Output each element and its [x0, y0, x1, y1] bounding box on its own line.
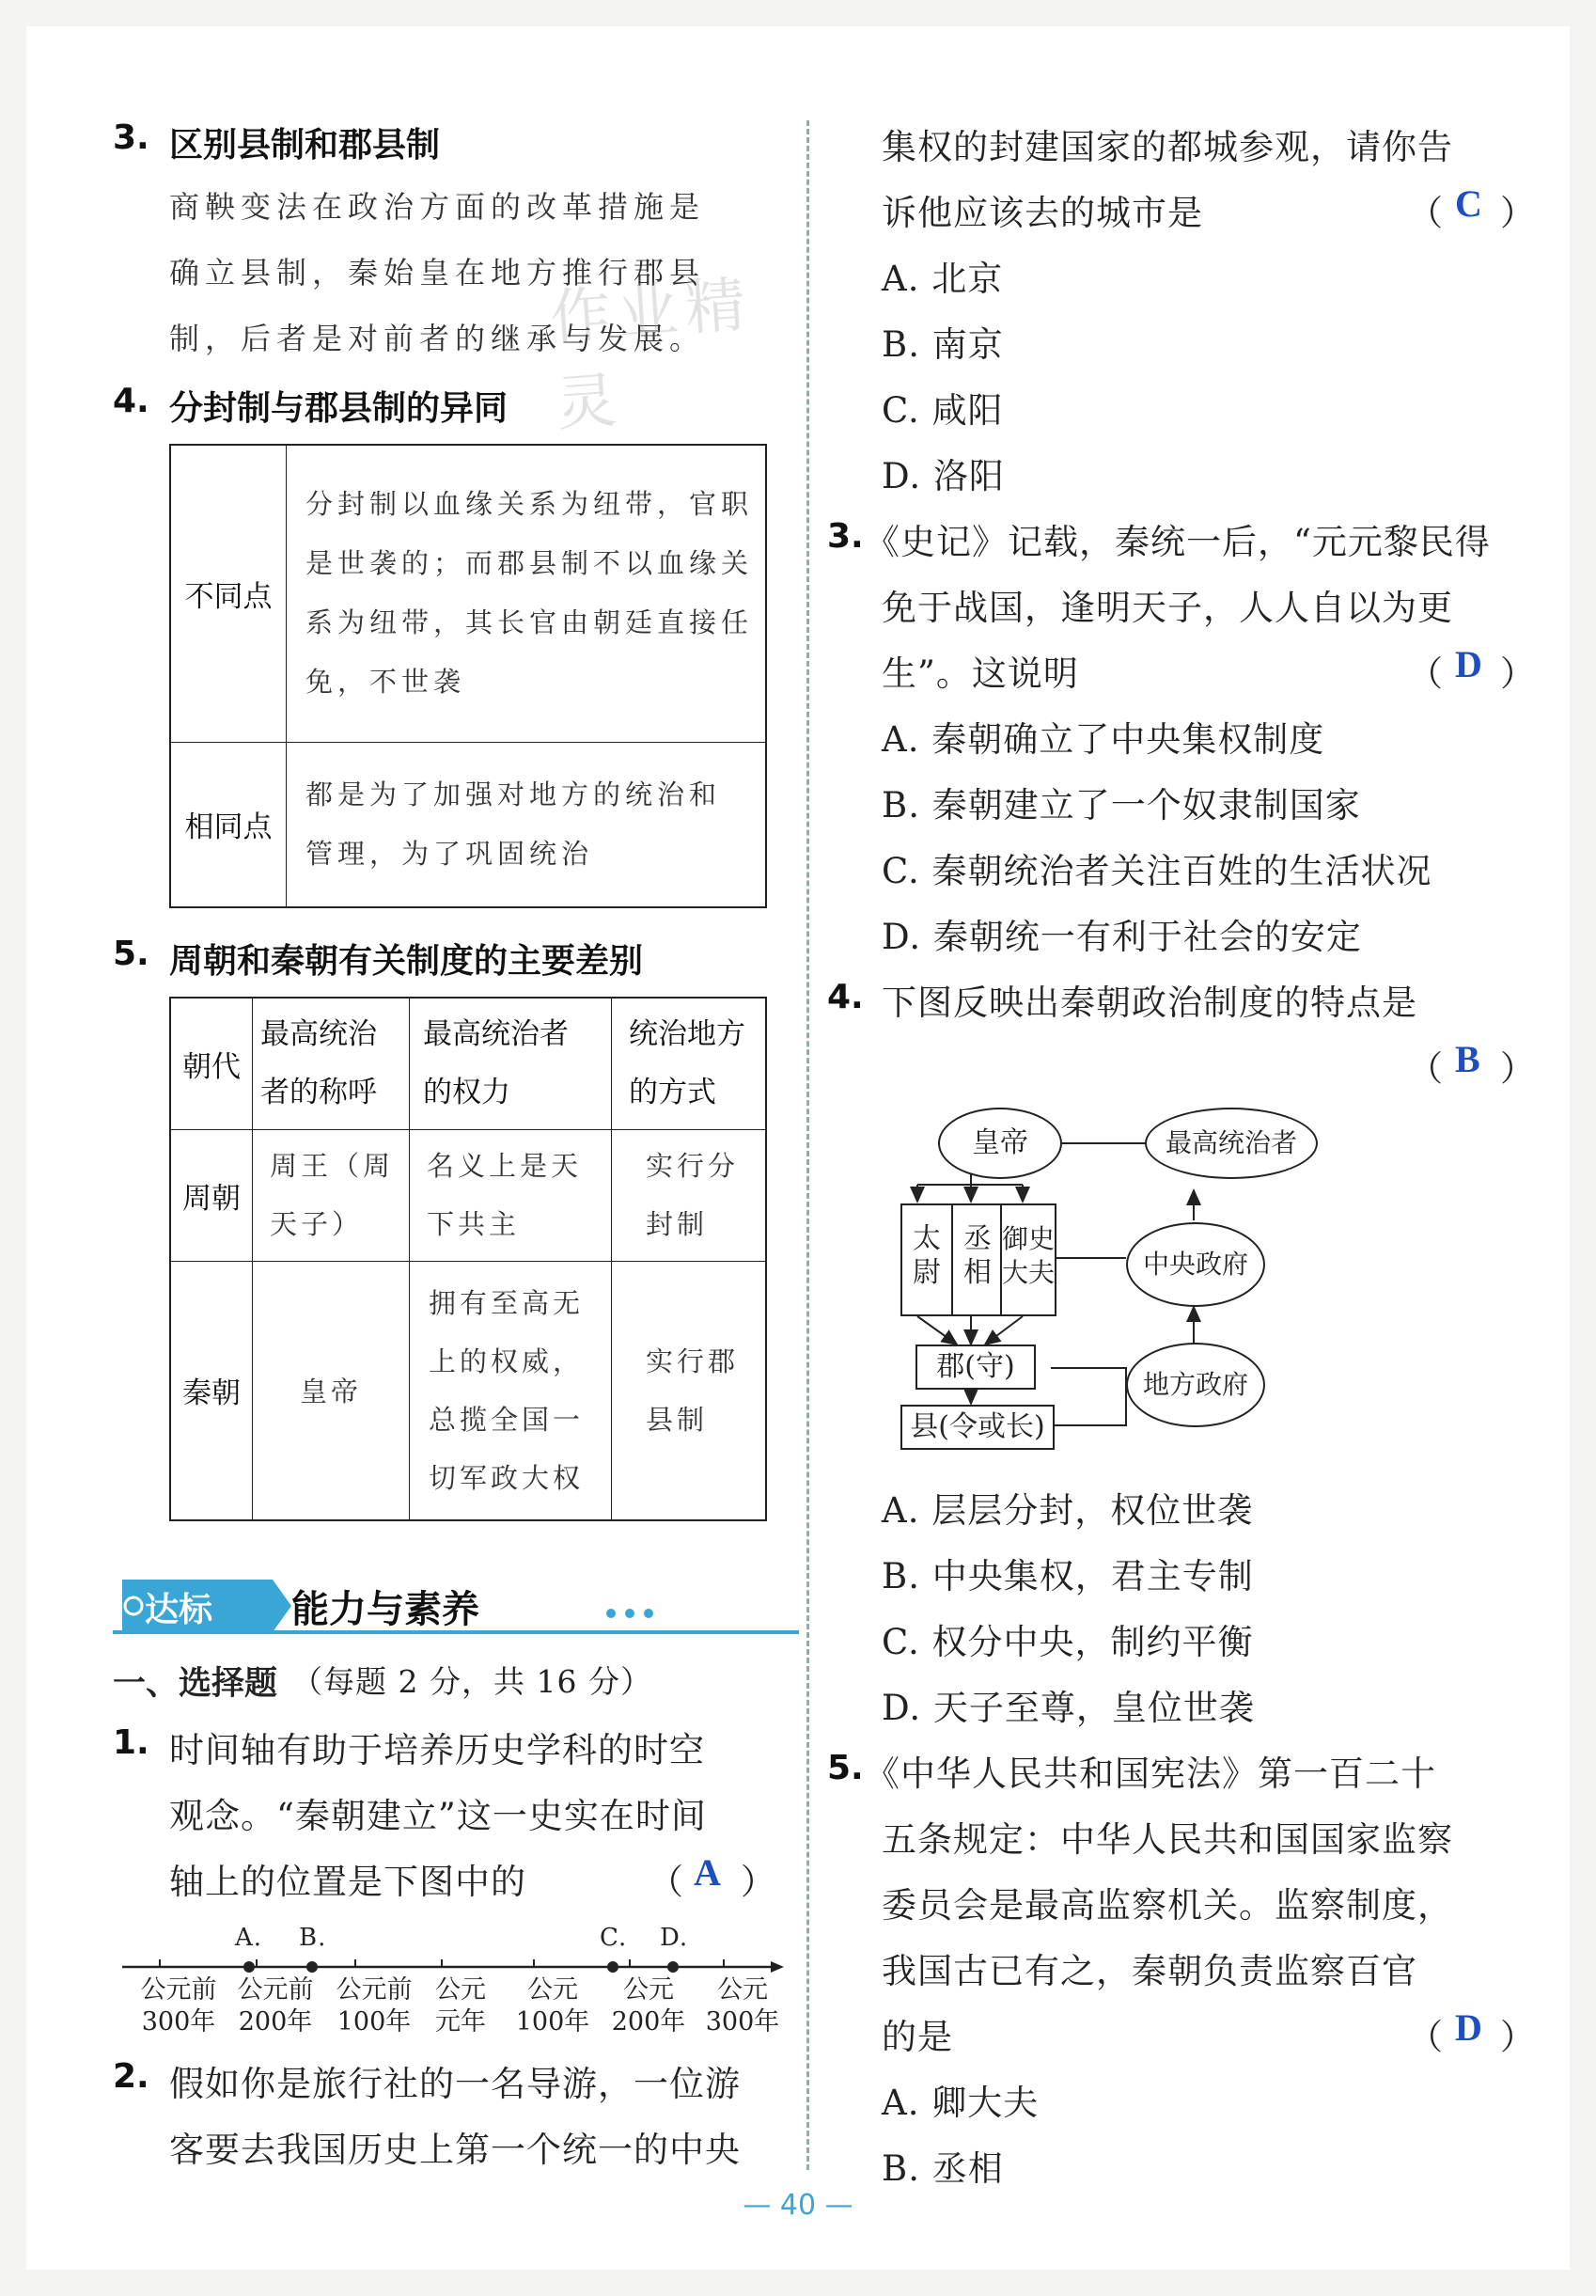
taiwei-to-jun [917, 1316, 957, 1345]
chengxiang-node [951, 1203, 1004, 1316]
s4-number: 4. [113, 382, 149, 420]
q3-line-2: 免于战国，逢明天子，人人自以为更 [882, 588, 1453, 628]
t2-h1 [253, 998, 410, 1129]
same-line-2: 管理，为了巩固统治 [305, 837, 594, 870]
q4-option-a[interactable]: A. 层层分封，权位世袭 [882, 1490, 1254, 1531]
t2-h3-l1: 统治地方 [629, 1017, 745, 1052]
q2-line-2: 客要去我国历史上第一个统一的中央 [169, 2130, 741, 2170]
t2-zhou2-l2: 下共主 [427, 1208, 521, 1240]
tl-label-5 [506, 1974, 600, 2038]
q2-option-c[interactable]: C. 咸阳 [882, 390, 1004, 431]
yushi-to-jun [985, 1316, 1023, 1345]
t2-zhou3-l1: 实行分 [646, 1150, 740, 1182]
t2-qin1 [253, 1261, 410, 1520]
q3-option-b[interactable]: B. 秦朝建立了一个奴隶制国家 [882, 785, 1361, 826]
q5-number: 5. [827, 1749, 864, 1787]
q3-number: 3. [827, 517, 864, 556]
tl-label-7 [696, 1974, 790, 2038]
yushi-2: 大夫 [1002, 1257, 1056, 1288]
s3-title: 区别县制和郡县制 [169, 126, 441, 165]
tl-label-3-b: 100年 [336, 2007, 412, 2037]
t2-qin3 [612, 1261, 767, 1520]
emperor-node: 皇帝 [938, 1108, 1062, 1179]
q4-paren-right: ） [1500, 1048, 1536, 1089]
s3-number: 3. [113, 118, 149, 157]
q3-option-c[interactable]: C. 秦朝统治者关注百姓的生活状况 [882, 851, 1432, 891]
t2-h2 [410, 998, 612, 1129]
q2-paren-left: （ [1408, 193, 1444, 233]
q2-line-1: 假如你是旅行社的一名导游，一位游 [169, 2064, 741, 2104]
timeline-arrow [771, 1961, 784, 1973]
q2-option-d[interactable]: D. 洛阳 [882, 456, 1005, 496]
diff-line-1: 分封制以血缘关系为纽带，官职 [305, 488, 754, 521]
watermark: 作业精灵 [547, 270, 756, 440]
s5-number: 5. [113, 935, 149, 973]
t2-zhou3 [612, 1129, 767, 1261]
xian-node: 县(令或长) [900, 1405, 1055, 1450]
diff-line-2: 是世袭的；而郡县制不以血缘关 [305, 547, 754, 580]
q5-option-a[interactable]: A. 卿大夫 [882, 2083, 1040, 2123]
q1-line-3: 轴上的位置是下图中的 [169, 1862, 526, 1902]
s3-line-1: 商鞅变法在政治方面的改革措施是 [169, 189, 706, 225]
tl-label-4-a: 公元 [435, 1975, 486, 2005]
q2-cont-line-1: 集权的封建国家的都城参观，请你告 [882, 127, 1453, 167]
q5-line-2: 五条规定：中华人民共和国国家监察 [882, 1819, 1453, 1860]
q2-answer: C [1455, 182, 1483, 225]
q5-line-1: 《中华人民共和国宪法》第一百二十 [865, 1753, 1436, 1794]
t2-h0: 朝代 [170, 998, 253, 1129]
timeline-dot-a [243, 1961, 255, 1973]
q3-line-1: 《史记》记载，秦统一后，“元元黎民得 [865, 522, 1491, 562]
timeline-dot-b [306, 1961, 318, 1973]
t2-qin2-l4: 切军政大权 [429, 1461, 585, 1494]
tl-label-2-a: 公元前 [237, 1975, 314, 2005]
tl-label-3-a: 公元前 [336, 1975, 413, 2005]
tl-label-6-a: 公元 [623, 1975, 674, 2005]
t2-qin3-l1: 实行郡 [646, 1345, 740, 1377]
tl-label-3 [327, 1974, 421, 2038]
t2-h3 [612, 998, 767, 1129]
section-note: （每题 2 分，共 16 分） [291, 1663, 652, 1700]
q3-paren-right: ） [1500, 653, 1536, 694]
chengxiang-2: 相 [963, 1256, 992, 1289]
tl-mark-c: C. [600, 1924, 628, 1952]
jun-node: 郡(守) [915, 1345, 1036, 1390]
page [26, 26, 1570, 2270]
tl-label-7-a: 公元 [717, 1975, 768, 2005]
q2-number: 2. [113, 2057, 149, 2096]
q4-line: 下图反映出秦朝政治制度的特点是 [882, 983, 1417, 1023]
q5-option-b[interactable]: B. 丞相 [882, 2148, 1004, 2189]
q5-paren-right: ） [1500, 2017, 1536, 2057]
column-divider [806, 120, 809, 2170]
q5-line-5: 的是 [882, 2017, 953, 2057]
timeline-dot-d [667, 1961, 679, 1973]
q2-option-b[interactable]: B. 南京 [882, 324, 1004, 365]
tl-label-7-b: 300年 [705, 2007, 780, 2037]
diff-line-4: 免，不世袭 [305, 666, 466, 699]
banner-tag: 达标 [145, 1591, 213, 1629]
tl-mark-b: B. [299, 1924, 327, 1952]
tl-label-1-b: 300年 [141, 2007, 216, 2037]
tl-label-2-b: 200年 [238, 2007, 313, 2037]
q5-paren-left: （ [1408, 2017, 1444, 2057]
taiwei-node [900, 1203, 953, 1316]
q3-answer: D [1455, 643, 1483, 685]
t2-zhou1-l2: 天子） [270, 1208, 364, 1240]
diff-label: 不同点 [170, 445, 287, 742]
diff-line-3: 系为纽带，其长官由朝廷直接任 [305, 606, 754, 639]
banner-title: 能力与素养 [291, 1588, 479, 1631]
s5-title: 周朝和秦朝有关制度的主要差别 [169, 942, 644, 981]
q4-option-b[interactable]: B. 中央集权，君主专制 [882, 1556, 1254, 1596]
q3-option-d[interactable]: D. 秦朝统一有利于社会的安定 [882, 917, 1362, 957]
q4-answer: B [1455, 1038, 1481, 1080]
same-line-1: 都是为了加强对地方的统治和 [305, 778, 722, 810]
tl-label-5-a: 公元 [527, 1975, 578, 2005]
page-number: — 40 — [743, 2189, 853, 2222]
s3-line-2: 确立县制，秦始皇在地方推行郡县 [169, 255, 706, 291]
chengxiang-1: 丞 [963, 1222, 992, 1255]
q4-option-c[interactable]: C. 权分中央，制约平衡 [882, 1622, 1254, 1662]
tl-mark-a: A. [235, 1924, 263, 1952]
tl-mark-d: D. [660, 1924, 689, 1952]
taiwei-1: 太 [913, 1222, 941, 1255]
t2-h1-l1: 最高统治 [260, 1017, 377, 1052]
compare-table-2 [169, 997, 767, 1521]
t2-qin2-l2: 上的权威， [429, 1345, 585, 1377]
same-content [287, 742, 767, 907]
t2-zhou1 [253, 1129, 410, 1261]
t2-qin3-l2: 县制 [646, 1403, 709, 1436]
t2-qin1-text: 皇帝 [299, 1376, 362, 1408]
tl-label-2 [228, 1974, 322, 2038]
s4-title: 分封制与郡县制的异同 [169, 389, 509, 428]
q1-line-1: 时间轴有助于培养历史学科的时空 [169, 1730, 705, 1770]
q1-line-2: 观念。“秦朝建立”这一史实在时间 [169, 1796, 707, 1836]
yushi-node [1000, 1203, 1056, 1316]
t2-h2-l2: 的权力 [423, 1076, 510, 1110]
t2-qin: 秦朝 [170, 1261, 253, 1520]
tl-label-5-b: 100年 [515, 2007, 590, 2037]
tl-label-6 [602, 1974, 696, 2038]
q5-answer: D [1455, 2006, 1483, 2049]
q4-number: 4. [827, 978, 864, 1016]
central-node: 中央政府 [1126, 1222, 1265, 1307]
tl-label-4 [414, 1974, 508, 2038]
q1-paren-right: ） [741, 1862, 776, 1902]
timeline-dot-c [607, 1961, 618, 1973]
t2-zhou: 周朝 [170, 1129, 253, 1261]
t2-h2-l1: 最高统治者 [423, 1017, 569, 1052]
t2-zhou2-l1: 名义上是天 [427, 1150, 583, 1182]
t2-qin2-l3: 总揽全国一 [429, 1403, 585, 1436]
t2-zhou2 [410, 1129, 612, 1261]
section-title: 一、选择题 [113, 1665, 278, 1703]
jun-to-local [1051, 1368, 1126, 1385]
diff-content [287, 445, 767, 742]
t2-zhou3-l2: 封制 [646, 1208, 709, 1240]
taiwei-2: 尉 [913, 1256, 941, 1289]
tl-label-1 [132, 1974, 226, 2038]
t2-h1-l2: 者的称呼 [260, 1076, 377, 1110]
t2-zhou1-l1: 周王（周 [270, 1150, 395, 1182]
yushi-1: 御史 [1002, 1223, 1056, 1254]
supreme-node: 最高统治者 [1145, 1108, 1318, 1179]
q5-line-4: 我国古已有之，秦朝负责监察百官 [882, 1951, 1417, 1991]
q1-paren-left: （ [649, 1862, 684, 1902]
q2-cont-line-2: 诉他应该去的城市是 [882, 193, 1203, 233]
tl-label-6-b: 200年 [611, 2007, 686, 2037]
q3-line-3: 生”。这说明 [882, 653, 1079, 694]
q4-paren-left: （ [1408, 1048, 1444, 1089]
t2-qin2-l1: 拥有至高无 [429, 1286, 585, 1319]
q3-option-a[interactable]: A. 秦朝确立了中央集权制度 [882, 719, 1325, 760]
same-label: 相同点 [170, 742, 287, 907]
q5-line-3: 委员会是最高监察机关。监察制度， [882, 1885, 1453, 1926]
local-node: 地方政府 [1126, 1343, 1265, 1427]
t2-qin2 [410, 1261, 612, 1520]
xian-to-local [1051, 1385, 1137, 1425]
q4-option-d[interactable]: D. 天子至尊，皇位世袭 [882, 1688, 1255, 1728]
q1-number: 1. [113, 1723, 149, 1762]
compare-table-1 [169, 444, 767, 908]
t2-h3-l2: 的方式 [629, 1076, 716, 1110]
tl-label-4-b: 元年 [435, 2007, 486, 2037]
q2-option-a[interactable]: A. 北京 [882, 259, 1004, 299]
q3-paren-left: （ [1408, 653, 1444, 694]
tl-label-1-a: 公元前 [140, 1975, 217, 2005]
s3-line-3: 制，后者是对前者的继承与发展。 [169, 321, 706, 356]
q1-answer: A [694, 1851, 722, 1894]
q2-paren-right: ） [1500, 193, 1536, 233]
